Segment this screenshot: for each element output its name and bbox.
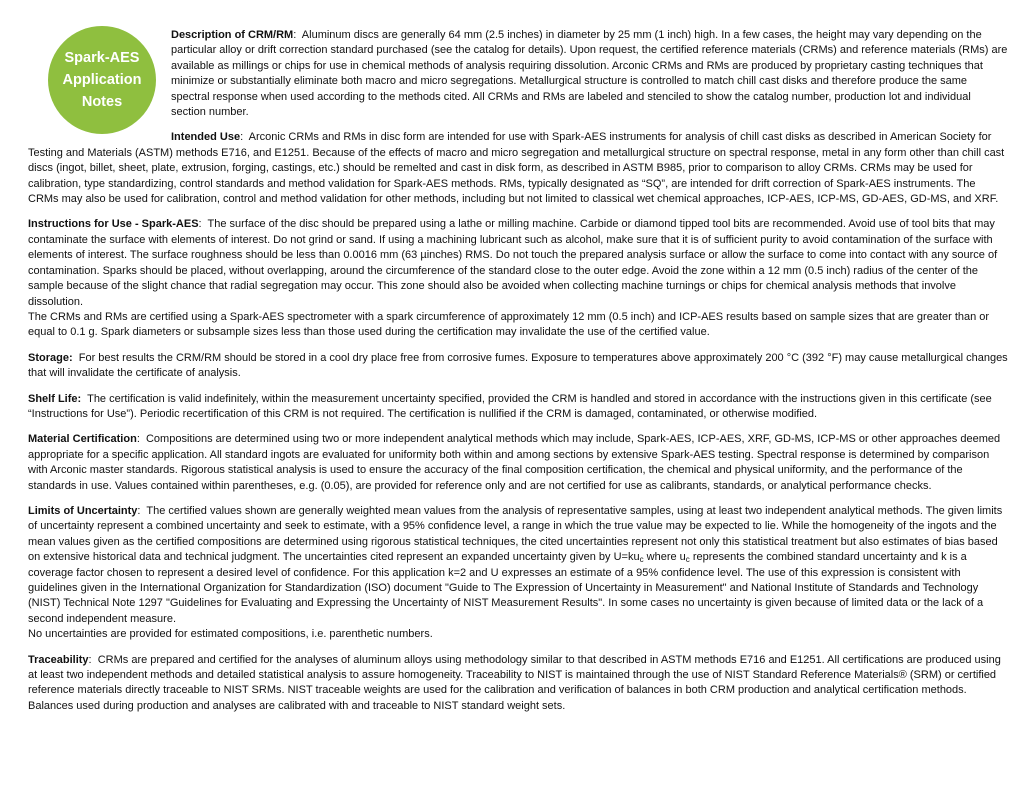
section-intended-use: Intended Use: Arconic CRMs and RMs in disc form are intended for use with Spark-AES instruments for analysis of chill cast disks as described in American Society for Testing and Materials (ASTM) methods E716, and E1251. Because of the effects of macro and micro segregation and metallurgical structure on spectral response, metal in any form other than chill cast discs (ingot, billet, sheet, plate, extrusion, forging, castings, etc.) should be remelted and cast in disk form, as described in ASTM B985, prior to comparison to alloy CRMs. CRMs may be used for calibration, type standardizing, control standards and method validation for Spark-AES methods. RMs, typically designated as “SQ”, are intended for drift correction of Spark-AES instruments. The CRMs may also be used for calibration, control and method validation for other methods, including but not limited to classical wet chemical approaches, ICP-AES, ICP-MS, GD-AES, GD-MS, and XRF.: [28, 131, 1005, 206]
section-text-b: where u: [643, 551, 686, 564]
section-text-2: No uncertainties are provided for estimated compositions, i.e. parenthetic numbers.: [28, 628, 433, 641]
section-limits-of-uncertainty: Limits of Uncertainty: The certified values shown are generally weighted mean values from the analysis of representative samples, using at least two independent analytical methods. The given limits of uncertainty represent a combined uncertainty and seek to estimate, with a 95% confidence level, a range in which the true value may be expected to lie. While the homogeneity of the ingots and the mean values given as the certified compositions are determined using rigorous statistical techniques, the cited uncertainties represent not only this statistical treatment but also estimates of bias based on extensive historical data and technical judgment. The uncertainties cited represent an expanded uncertainty given by U=kuc where uc represents the combined standard uncertainty and k is a coverage factor chosen to represent a desired level of confidence. For this application k=2 and U expresses an estimate of a 95% confidence level. The use of this expression is consistent with guidelines given in the International Organization for Standardization (ISO) document "Guide to The Expression of Uncertainty in Measurement" and National Institute of Standards and Technology (NIST) Technical Note 1297 "Guidelines for Evaluating and Expressing the Uncertainty of NIST Measurement Results". In some cases no uncertainty is given because of limited data or the lack of a second independent measure. No uncertainties are provided for estimated compositions, i.e. parenthetic numbers.: [28, 504, 1008, 643]
section-traceability: Traceability: CRMs are prepared and certified for the analyses of aluminum alloys using methodology similar to that described in ASTM methods E716 and E1251. All certifications are produced using at least two independent methods and detailed statistical analysis to assure homogeneity. Traceability to NIST is maintained through the use of NIST Standard Reference Materials® (SRM) or certified reference materials directly traceable to NIST SRMs. NIST traceable weights are used for the calibration and verification of balances in both CRM production and analytical certification methods. Balances used during production and analyses are calibrated with and traceable to NIST standard weight sets.: [28, 653, 1001, 712]
badge-line-2: Application: [62, 72, 142, 88]
section-heading: Shelf Life:: [28, 392, 82, 405]
section-shelf-life: [28, 392, 1008, 423]
section-heading: Limits of Uncertainty: [28, 504, 138, 517]
subscript-c: c: [639, 555, 644, 565]
section-storage: [28, 351, 1008, 382]
section-heading: Traceability: [28, 653, 89, 666]
section-text-a: The certified values shown are generally weighted mean values from the analysis of representative samples, using at least two independent analytical methods. The given limits of uncertainty represent a combined uncertainty and seek to estimate, with a 95% confidence level, a range in which the true value may be expected to lie. While the homogeneity of the ingots and the mean values given as the certified compositions are determined using rigorous statistical techniques, the cited uncertainties represent not only this statistical treatment but also estimates of bias based on extensive historical data and technical judgment. The uncertainties cited represent an expanded uncertainty given by U=ku: [28, 504, 1003, 564]
document-body: [28, 28, 1008, 714]
section-heading: Instructions for Use - Spark-AES: [28, 218, 199, 231]
section-material-certification: Material Certification: Compositions are determined using two or more independent analytical methods which may include, Spark-AES, ICP-AES, XRF, GD-MS, ICP-MS or other approaches deemed appropriate for a specific application. All standard ingots are evaluated for uniformity both within and among sections by extensive Spark-AES testing. Spectral response is determined by comparison with Arconic master standards. Rigorous statistical analysis is used to ensure the accuracy of the final composition certification, the chemical and physical uniformity, and the performance of the standards in use. Values contained within parentheses, e.g. (0.05), are provided for reference only and are not certified for use as calibrants, standards, or analytical performance checks.: [28, 433, 1001, 492]
section-text: The certification is valid indefinitely, within the measurement uncertainty specified, provided the CRM is handled and stored in accordance with the instructions given in this certificate (see “Instructions for Use”). Periodic recertification of this CRM is not required. The certification is nullified if the CRM is damaged, contaminated, or otherwise modified.: [28, 392, 992, 420]
subscript-c: c: [685, 555, 690, 565]
section-heading: Material Certification: [28, 433, 137, 446]
section-description: Description of CRM/RM: Aluminum discs are generally 64 mm (2.5 inches) in diameter by 25 mm (1 inch) high. In a few cases, the height may vary depending on the particular alloy or drift correction standard purchased (see the catalog for details). Upon request, the certified reference materials (CRMs) and reference materials (RMs) are available as millings or chips for use in chemical methods of analysis requiring dissolution. Arconic CRMs and RMs are produced by proprietary casting techniques that minimize or substantially eliminate both macro and micro segregations. Metallurgical structure is controlled to match chill cast disks and therefore produce the same spectral response when used according to the methods cited. All CRMs and RMs are labeled and stenciled to show the catalog number, production lot and individual section number.: [171, 29, 1008, 119]
section-heading: Description of CRM/RM: [171, 29, 294, 41]
section-text: Compositions are determined using two or more independent analytical methods which may include, Spark-AES, ICP-AES, XRF, GD-MS, ICP-MS or other approaches deemed appropriate for a specific application. All standard ingots are evaluated for uniformity both within and among sections by extensive Spark-AES testing. Spectral response is determined by comparison with Arconic master standards. Rigorous statistical analysis is used to ensure the accuracy of the final composition certification, the chemical and physical uniformity, and the performance of the standards in use. Values contained within parentheses, e.g. (0.05), are provided for reference only and are not certified for use as calibrants, standards, or analytical performance checks.: [28, 433, 1001, 492]
section-heading: Storage:: [28, 351, 73, 364]
badge-line-1: Spark-AES: [64, 50, 140, 66]
section-heading: Intended Use: [171, 131, 241, 144]
section-text: Aluminum discs are generally 64 mm (2.5 inches) in diameter by 25 mm (1 inch) high. In a few cases, the height may vary depending on the particular alloy or drift correction standard purchased (see the catalog for details). Upon request, the certified reference materials (CRMs) and reference materials (RMs) are available as millings or chips for use in chemical methods of analysis requiring dissolution. Arconic CRMs and RMs are produced by proprietary casting techniques that minimize or substantially eliminate both macro and micro segregations. Metallurgical structure is controlled to match chill cast disks and therefore produce the same spectral response when used according to the methods cited. All CRMs and RMs are labeled and stenciled to show the catalog number, production lot and individual section number.: [171, 29, 1008, 119]
section-text-2: The CRMs and RMs are certified using a Spark-AES spectrometer with a spark circumference of approximately 12 mm (0.5 inch) and ICP-AES results based on sample sizes that are greater than or equal to 0.1 g. Spark diameters or subsample sizes less than those used during the certification may invalidate the use of the certified value.: [28, 310, 990, 339]
section-text: Arconic CRMs and RMs in disc form are intended for use with Spark-AES instruments for analysis of chill cast disks as described in American Society for Testing and Materials (ASTM) methods E716, and E1251. Because of the effects of macro and micro segregation and metallurgical structure on spectral response, metal in any form other than chill cast discs (ingot, billet, sheet, plate, extrusion, forging, castings, etc.) should be remelted and cast in disk form, as described in ASTM B985, prior to comparison to alloy CRMs. CRMs may be used for calibration, type standardizing, control standards and method validation for Spark-AES methods. RMs, typically designated as “SQ”, are intended for drift correction of Spark-AES instruments. The CRMs may also be used for calibration, control and method validation for other methods, including but not limited to classical wet chemical approaches, ICP-AES, ICP-MS, GD-AES, GD-MS, and XRF.: [28, 131, 1005, 206]
section-text: CRMs are prepared and certified for the analyses of aluminum alloys using methodology similar to that described in ASTM methods E716 and E1251. All certifications are produced using at least two independent methods and detailed statistical analysis to assure homogeneity. Traceability to NIST is maintained through the use of NIST Standard Reference Materials® (SRM) or certified reference materials directly traceable to NIST SRMs. NIST traceable weights are used for the calibration and verification of balances in both CRM production and analytical certification methods. Balances used during production and analyses are calibrated with and traceable to NIST standard weight sets.: [28, 653, 1001, 712]
section-instructions: Instructions for Use - Spark-AES: The surface of the disc should be prepared using a lathe or milling machine. Carbide or diamond tipped tool bits are recommended. Avoid use of tool bits that may contaminate the surface with elements of interest. Do not grind or sand. If using a machining lubricant such as alcohol, make sure that it is of sufficient purity to avoid contamination of the surface with elements of interest. The surface roughness should be less than 0.0016 mm (63 µinches) RMS. Do not touch the prepared analysis surface or allow the surface to come into contact with any source of contamination. Sparks should be placed, without overlapping, around the circumference of the standard close to the outer edge. Avoid the zone within a 12 mm (0.5 inch) radius of the center of the sample because of the slight chance that radial segregation may occur. This zone should also be avoided when collecting machine turnings or chips for chemical analysis methods that involve dissolution. The CRMs and RMs are certified using a Spark-AES spectrometer with a spark circumference of approximately 12 mm (0.5 inch) and ICP-AES results based on sample sizes that are greater than or equal to 0.1 g. Spark diameters or subsample sizes less than those used during the certification may invalidate the use of the certified value.: [28, 217, 1008, 340]
section-text: For best results the CRM/RM should be stored in a cool dry place free from corrosive fumes. Exposure to temperatures above approximately 200 °C (392 °F) may cause metallurgical changes that will invalidate the certificate of analysis.: [28, 351, 1008, 380]
badge-line-3: Notes: [81, 94, 123, 110]
section-text: The surface of the disc should be prepared using a lathe or milling machine. Carbide or diamond tipped tool bits are recommended. Avoid use of tool bits that may contaminate the surface with elements of interest. Do not grind or sand. If using a machining lubricant such as alcohol, make sure that it is of sufficient purity to avoid contamination of the surface with elements of interest. The surface roughness should be less than 0.0016 mm (63 µinches) RMS. Do not touch the prepared analysis surface or allow the surface to come into contact with any source of contamination. Sparks should be placed, without overlapping, around the circumference of the standard close to the outer edge. Avoid the zone within a 12 mm (0.5 inch) radius of the center of the sample because of the slight chance that radial segregation may occur. This zone should also be avoided when collecting machine turnings or chips for chemical analysis methods that involve dissolution.: [28, 218, 998, 308]
section-text-c: represents the combined standard uncertainty and k is a coverage factor chosen to represent a desired level of confidence. For this application k=2 and U expresses an estimate of a 95% confidence level. The use of this expression is consistent with guidelines given in the International Organization for Standardization (ISO) document "Guide to The Expression of Uncertainty in Measurement" and National Institute of Standards and Technology (NIST) Technical Note 1297 "Guidelines for Evaluating and Expressing the Uncertainty of NIST Measurement Results". In some cases no uncertainty is given because of limited data or the lack of a second independent measure.: [28, 551, 984, 625]
